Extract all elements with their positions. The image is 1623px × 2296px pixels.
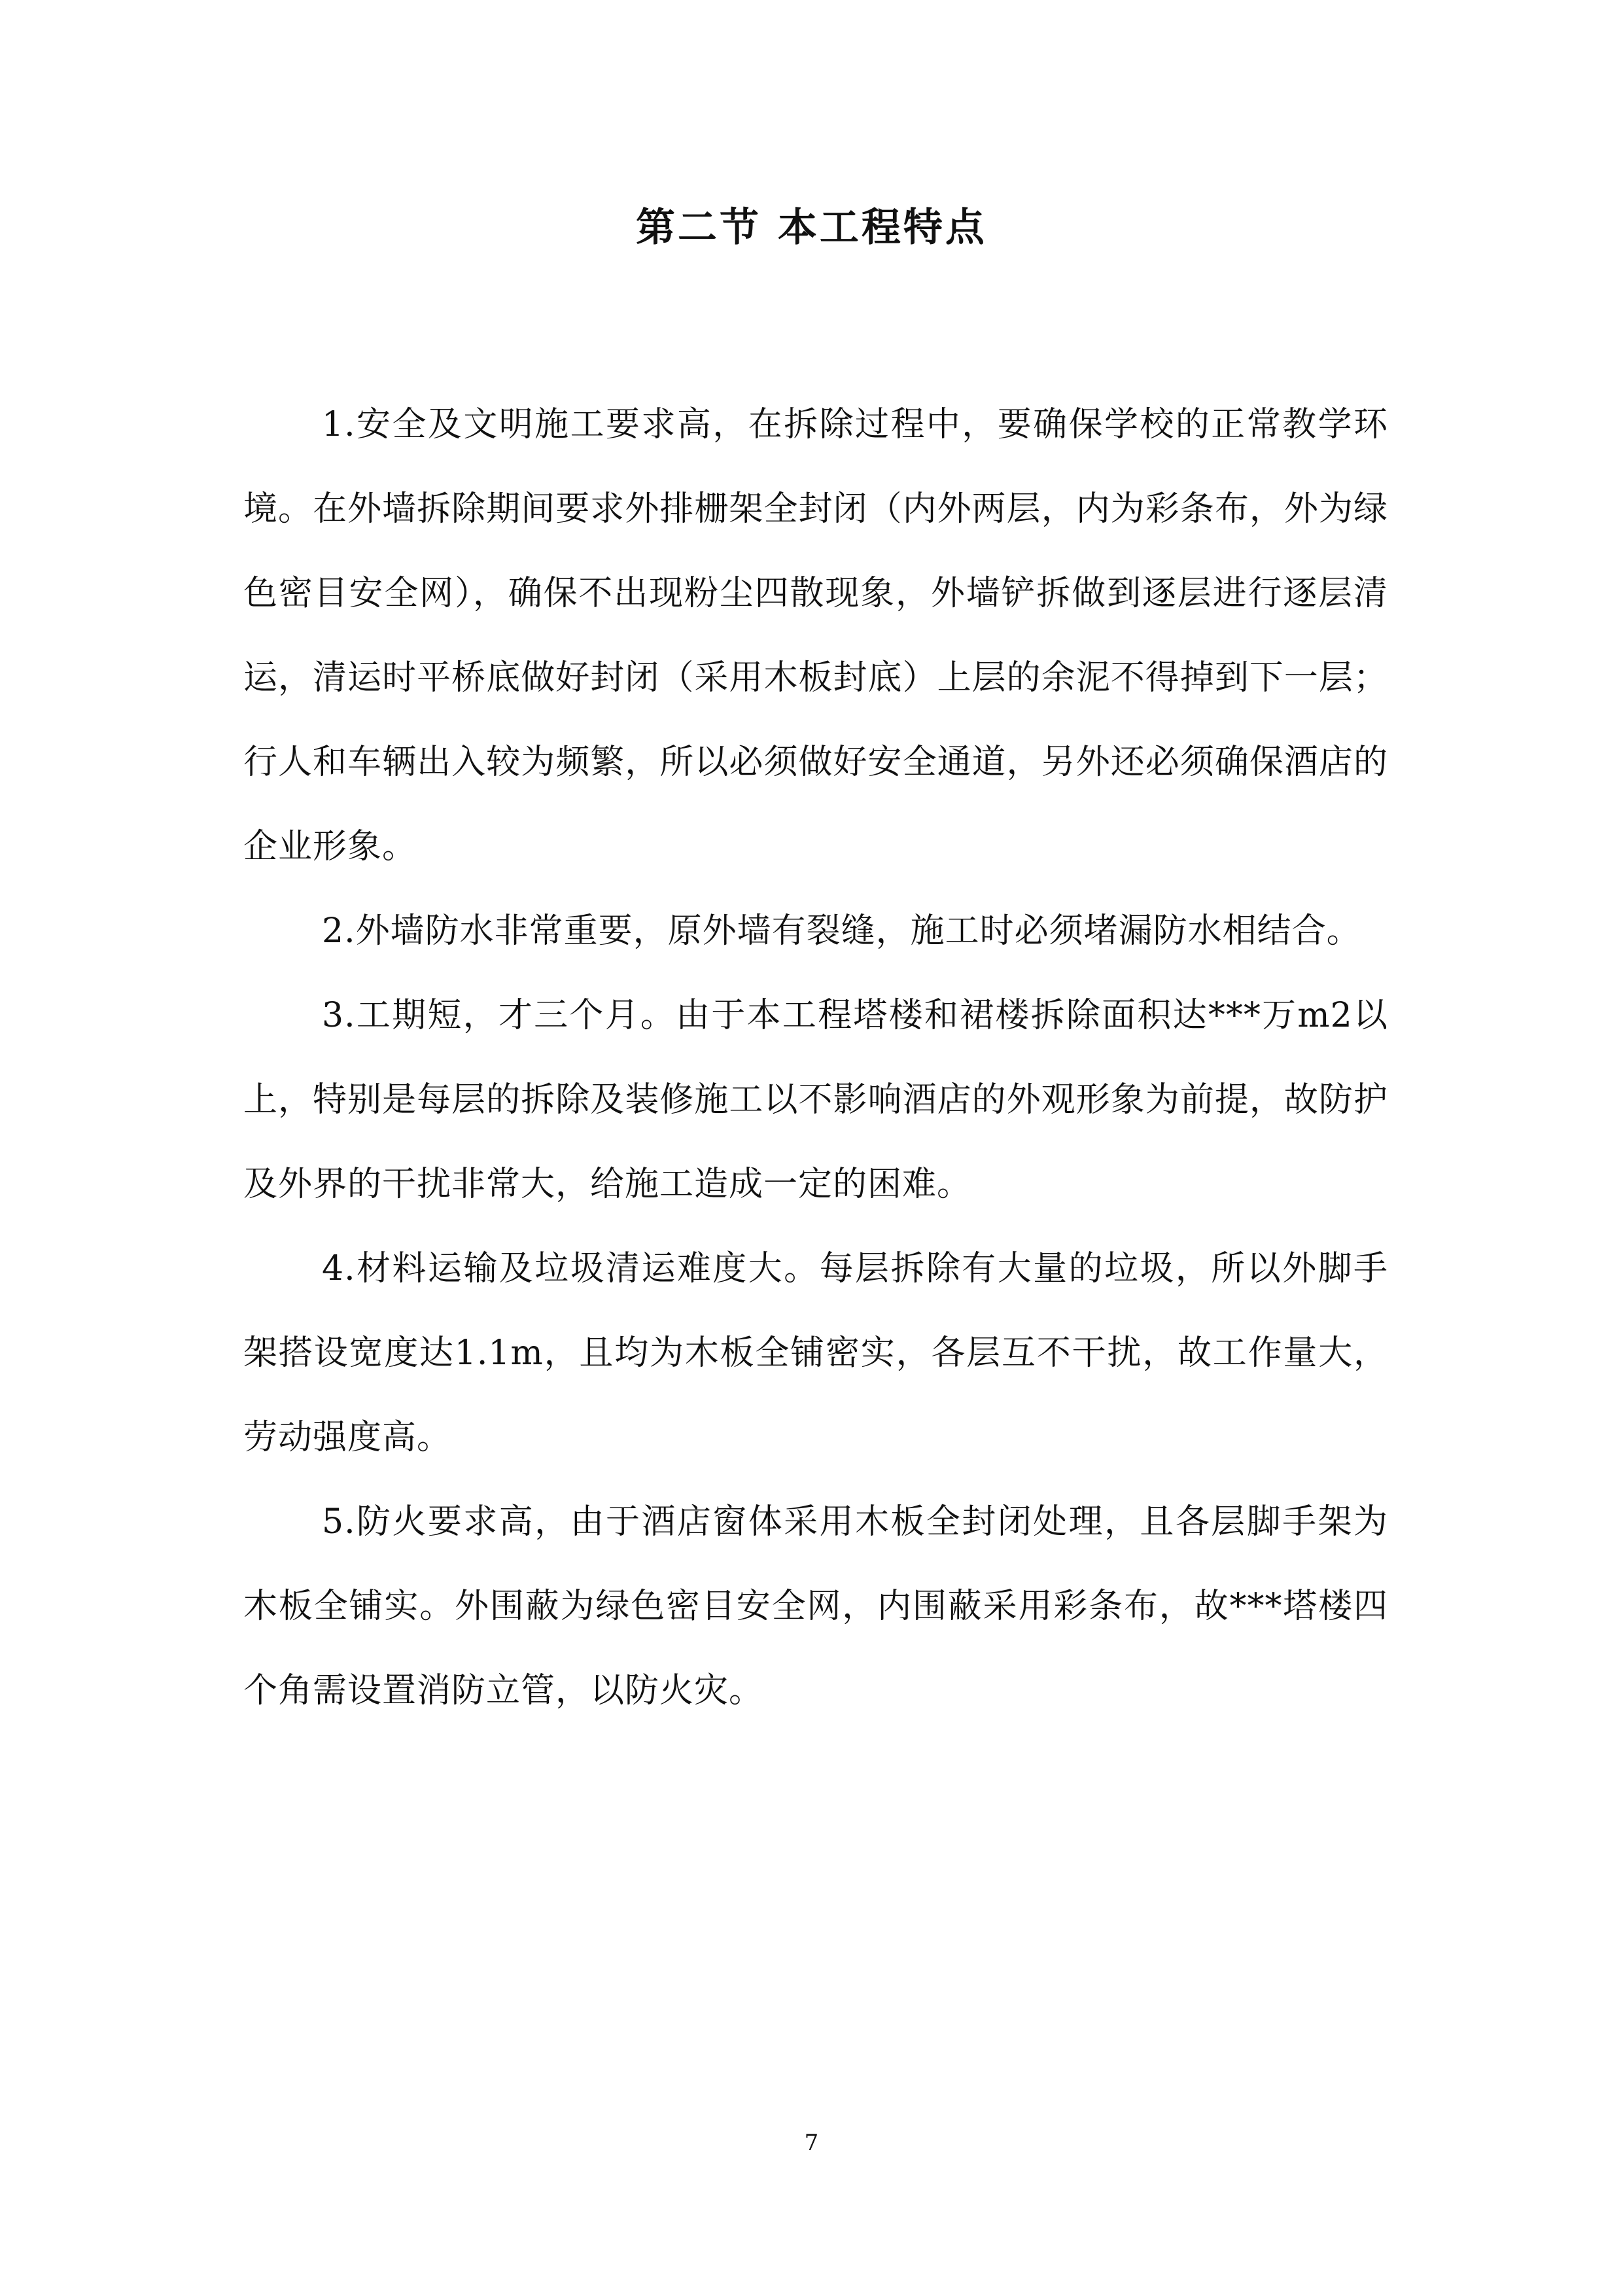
section-title: 第二节 本工程特点 <box>636 205 987 251</box>
paragraph-1: 1.安全及文明施工要求高，在拆除过程中，要确保学校的正常教学环境。在外墙拆除期间要求外排栅架全封闭（内外两层，内为彩条布，外为绿色密目安全网），确保不出现粉尘四散现象，外墙铲拆做到逐层进行逐层清运，清运时平桥底做好封闭（采用木板封底）上层的余泥不得掉到下一层；行人和车辆出入较为频繁，所以必须做好安全通道，另外还必须确保酒店的企业形象。 <box>243 405 1388 866</box>
paragraph-2: 2.外墙防水非常重要，原外墙有裂缝，施工时必须堵漏防水相结合。 <box>322 911 1361 951</box>
paragraph-4: 4.材料运输及垃圾清运难度大。每层拆除有大量的垃圾，所以外脚手架搭设宽度达1.1m，且均为木板全铺密实，各层互不干扰，故工作量大，劳动强度高。 <box>243 1249 1388 1457</box>
body-text <box>243 383 1388 1733</box>
page-number: 7 <box>804 2130 819 2156</box>
paragraph-5: 5.防火要求高，由于酒店窗体采用木板全封闭处理，且各层脚手架为木板全铺实。外围蔽为绿色密目安全网，内围蔽采用彩条布，故***塔楼四个角需设置消防立管，以防火灾。 <box>243 1502 1388 1710</box>
paragraph-3: 3.工期短，才三个月。由于本工程塔楼和裙楼拆除面积达***万m2以上，特别是每层的拆除及装修施工以不影响酒店的外观形象为前提，故防护及外界的干扰非常大，给施工造成一定的困难。 <box>243 996 1388 1204</box>
